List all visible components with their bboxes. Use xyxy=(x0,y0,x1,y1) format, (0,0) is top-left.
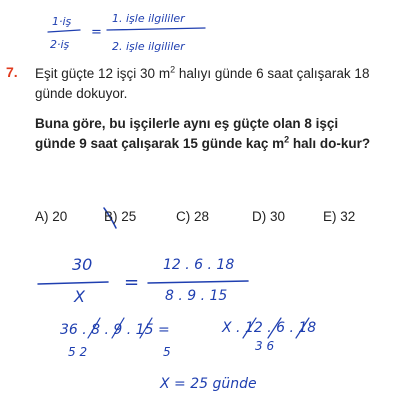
hw-calc-sub-mid: 5 xyxy=(163,345,171,359)
prompt-superscript: 2 xyxy=(284,134,290,145)
hw-calc-left: 36 . 8 . 9 . 15 = xyxy=(60,322,170,338)
hw-top-right-den: 2. işle ilgililer xyxy=(112,40,185,53)
hw-calc-sub-right: 3 6 xyxy=(255,339,275,353)
hw-frac-left-num: 30 xyxy=(72,255,93,274)
hw-frac-right-den: 8 . 9 . 15 xyxy=(165,288,228,304)
question-prompt xyxy=(35,114,380,154)
hw-frac-equals: = xyxy=(124,272,140,293)
hw-top-left-den: 2·iş xyxy=(50,38,70,51)
option-b[interactable]: B) 25 xyxy=(104,209,137,224)
option-c[interactable]: C) 28 xyxy=(176,209,210,224)
option-e[interactable]: E) 32 xyxy=(323,209,356,224)
hw-top-equals: = xyxy=(91,25,102,40)
stem-text-b: halıyı günde 6 saat çalışarak 18 günde dokuyor. xyxy=(35,66,370,101)
hw-top-right-num: 1. işle ilgililer xyxy=(112,12,185,25)
hw-frac-left-den: X xyxy=(74,287,85,306)
stem-superscript: 2 xyxy=(170,64,176,75)
hw-frac-left-bar xyxy=(38,282,108,284)
question-stem xyxy=(35,64,395,104)
hw-frac-right-bar xyxy=(148,281,248,283)
stem-text-a: Eşit güçte 12 işçi 30 m xyxy=(35,66,171,81)
hw-top-right-bar xyxy=(107,28,205,30)
prompt-text-b: halı do-kur? xyxy=(289,136,371,151)
question-number: 7. xyxy=(6,64,18,80)
hw-top-left-bar xyxy=(48,30,80,32)
option-a[interactable]: A) 20 xyxy=(35,209,68,224)
hw-calc-sub-left: 5 2 xyxy=(68,345,88,359)
prompt-text-a: Buna göre, bu işçilerle aynı eş güçte olan 8 işçi günde 9 saat çalışarak 15 günde kaç m xyxy=(35,116,339,151)
option-d[interactable]: D) 30 xyxy=(252,209,286,224)
hw-frac-right-num: 12 . 6 . 18 xyxy=(163,257,235,273)
hw-answer: X = 25 günde xyxy=(160,376,257,392)
hw-calc-right: X . 12 . 6 . 18 xyxy=(222,320,317,336)
hw-top-left-num: 1·iş xyxy=(52,15,72,28)
